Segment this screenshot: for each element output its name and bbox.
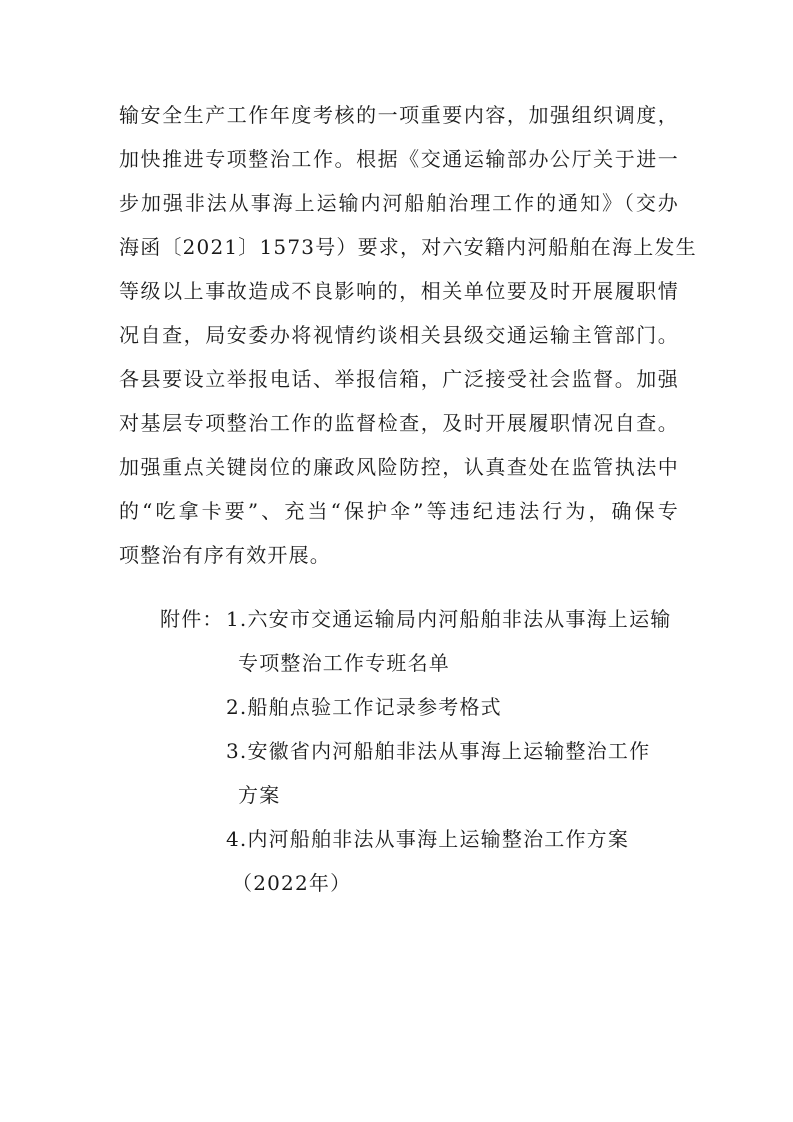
attachments-label: 附件：	[160, 607, 224, 631]
body-line-7: 各县要设立举报电话、举报信箱，广泛接受社会监督。加强	[119, 367, 679, 391]
attachment-4-line-1: 4.内河船舶非法从事海上运输整治工作方案	[226, 827, 630, 851]
body-line-2: 加快推进专项整治工作。根据《交通运输部办公厅关于进一	[119, 147, 679, 171]
body-line-3: 步加强非法从事海上运输内河船舶治理工作的通知》（交办	[119, 191, 679, 215]
body-line-11: 项整治有序有效开展。	[119, 543, 331, 567]
body-line-1: 输安全生产工作年度考核的一项重要内容，加强组织调度，	[119, 103, 679, 127]
attachment-3-line-2: 方案	[238, 783, 281, 807]
body-line-10: 的“吃拿卡要”、充当“保护伞”等违纪违法行为，确保专	[119, 499, 679, 523]
body-line-9: 加强重点关键岗位的廉政风险防控，认真查处在监管执法中	[119, 455, 679, 479]
attachment-1-line-2: 专项整治工作专班名单	[238, 651, 450, 675]
body-line-8: 对基层专项整治工作的监督检查，及时开展履职情况自查。	[119, 411, 679, 435]
attachment-3-line-1: 3.安徽省内河船舶非法从事海上运输整治工作	[226, 739, 651, 763]
attachment-1-line-1: 1.六安市交通运输局内河船舶非法从事海上运输	[226, 607, 672, 631]
attachment-4-line-2: （2022年）	[232, 871, 352, 895]
body-line-6: 况自查，局安委办将视情约谈相关县级交通运输主管部门。	[119, 323, 679, 347]
body-line-5: 等级以上事故造成不良影响的，相关单位要及时开展履职情	[119, 279, 679, 303]
body-line-4: 海函〔2021〕1573号）要求，对六安籍内河船舶在海上发生	[119, 235, 697, 259]
attachment-2-line-1: 2.船舶点验工作记录参考格式	[226, 695, 502, 719]
